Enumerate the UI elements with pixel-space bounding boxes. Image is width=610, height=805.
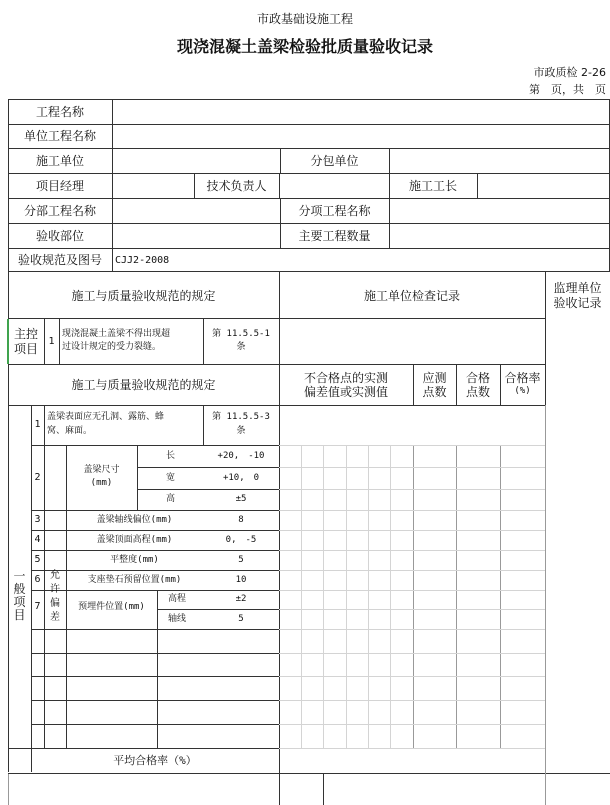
main-quantity-label: 主要工程数量 bbox=[298, 229, 371, 243]
main-item-no: 1 bbox=[48, 336, 55, 347]
subcontractor-field[interactable] bbox=[390, 149, 608, 172]
division-label: 分部工程名称 bbox=[23, 204, 96, 218]
standard-value: CJJ2-2008 bbox=[115, 255, 170, 266]
row7-sub2-label: 轴线 bbox=[168, 614, 187, 624]
row1-no: 1 bbox=[34, 419, 41, 430]
general-label-2: 般 bbox=[13, 582, 26, 596]
row2-sub1-value: +20, -10 bbox=[217, 451, 265, 461]
project-manager-field[interactable] bbox=[113, 174, 193, 197]
row2-sub3-label: 高 bbox=[166, 494, 176, 504]
tech-lead-label: 技术负责人 bbox=[206, 179, 267, 193]
inspection-part-field[interactable] bbox=[113, 224, 279, 247]
allowed-label-2: 许 bbox=[50, 584, 60, 595]
supervisor-header-line2: 验收记录 bbox=[553, 296, 602, 310]
nonconform-header-line1: 不合格点的实测 bbox=[303, 371, 388, 385]
row6-name: 支座垫石预留位置(mm) bbox=[87, 575, 182, 585]
row2-sub2-value: +10, 0 bbox=[222, 473, 260, 483]
general-label-4: 目 bbox=[13, 608, 26, 622]
project-name-field[interactable] bbox=[113, 100, 608, 123]
row1-text-line2: 窝、麻面。 bbox=[47, 426, 93, 436]
row4-name: 盖梁顶面高程(mm) bbox=[96, 535, 173, 545]
inspection-part-label: 验收部位 bbox=[35, 229, 84, 243]
allowed-label-3: 偏 bbox=[50, 598, 60, 609]
page-info: 第 页，共 页 bbox=[529, 83, 606, 96]
row2-name-line2: (mm) bbox=[90, 478, 113, 488]
supervisor-record-area[interactable] bbox=[546, 406, 609, 804]
subitem-label: 分项工程名称 bbox=[298, 204, 371, 218]
average-pass-rate-field[interactable] bbox=[280, 749, 544, 772]
general-label-3: 项 bbox=[13, 595, 26, 609]
supervisor-header-line1: 监理单位 bbox=[553, 281, 602, 295]
row3-no: 3 bbox=[34, 514, 41, 525]
form-code: 市政质检 2-26 bbox=[533, 66, 606, 79]
subcontractor-label: 分包单位 bbox=[310, 154, 359, 168]
tech-lead-field[interactable] bbox=[280, 174, 388, 197]
row4-value: 0, -5 bbox=[225, 535, 257, 545]
row7-no: 7 bbox=[34, 601, 41, 612]
row2-name-line1: 盖梁尺寸 bbox=[83, 465, 120, 475]
main-quantity-field[interactable] bbox=[390, 224, 608, 247]
standard-label: 验收规范及图号 bbox=[17, 253, 102, 267]
main-control-label-line1: 主控 bbox=[13, 327, 38, 341]
qualified-count-header-line2: 点数 bbox=[465, 385, 490, 399]
spec-header: 施工与质量验收规范的规定 bbox=[71, 289, 216, 303]
row5-name: 平整度(mm) bbox=[110, 555, 159, 565]
main-control-label-line2: 项目 bbox=[13, 342, 38, 356]
main-item-text-line2: 过设计规定的受力裂缝。 bbox=[62, 342, 162, 352]
main-item-clause-line2: 条 bbox=[236, 342, 246, 352]
nonconform-header-line2: 偏差值或实测值 bbox=[303, 385, 388, 399]
division-field[interactable] bbox=[113, 199, 279, 222]
row3-name: 盖梁轴线偏位(mm) bbox=[96, 515, 173, 525]
should-count-header-line1: 应测 bbox=[422, 371, 447, 385]
main-item-clause-line1: 第 11.5.5-1 bbox=[212, 329, 270, 339]
general-check-record-area[interactable] bbox=[280, 406, 544, 747]
pass-rate-header-line2: (%) bbox=[514, 386, 531, 396]
subitem-field[interactable] bbox=[390, 199, 608, 222]
pass-rate-header-line1: 合格率 bbox=[504, 371, 541, 385]
row2-sub1-label: 长 bbox=[166, 451, 176, 461]
contractor-field[interactable] bbox=[113, 149, 279, 172]
row5-no: 5 bbox=[34, 554, 41, 565]
row2-sub2-label: 宽 bbox=[166, 473, 176, 483]
check-record-header: 施工单位检查记录 bbox=[363, 289, 460, 303]
org-name: 市政基础设施工程 bbox=[256, 12, 353, 26]
row3-value: 8 bbox=[238, 515, 244, 525]
page-title: 现浇混凝土盖梁检验批质量验收记录 bbox=[176, 37, 433, 56]
row7-name: 预埋件位置(mm) bbox=[78, 602, 145, 612]
general-spec-header: 施工与质量验收规范的规定 bbox=[71, 378, 216, 392]
allowed-label-1: 允 bbox=[50, 570, 60, 581]
row1-clause-line1: 第 11.5.5-3 bbox=[212, 412, 270, 422]
foreman-field[interactable] bbox=[478, 174, 608, 197]
row1-clause-line2: 条 bbox=[236, 426, 246, 436]
row2-sub3-value: ±5 bbox=[235, 494, 247, 504]
average-pass-rate-label: 平均合格率（%） bbox=[113, 754, 197, 767]
row7-sub1-label: 高程 bbox=[168, 594, 187, 604]
foreman-label: 施工工长 bbox=[408, 179, 457, 193]
row5-value: 5 bbox=[238, 555, 244, 565]
qualified-count-header-line1: 合格 bbox=[465, 371, 490, 385]
general-label-1: 一 bbox=[13, 569, 26, 583]
unit-project-field[interactable] bbox=[113, 125, 608, 147]
should-count-header-line2: 点数 bbox=[422, 385, 447, 399]
row1-text-line1: 盖梁表面应无孔洞、露筋、蜂 bbox=[47, 412, 165, 422]
main-check-record-field[interactable] bbox=[280, 319, 544, 363]
contractor-label: 施工单位 bbox=[35, 154, 84, 168]
row4-no: 4 bbox=[34, 534, 41, 545]
allowed-label-4: 差 bbox=[50, 612, 60, 623]
row6-no: 6 bbox=[34, 574, 41, 585]
unit-project-label: 单位工程名称 bbox=[23, 129, 96, 143]
row7-sub1-value: ±2 bbox=[235, 594, 247, 604]
row2-no: 2 bbox=[34, 472, 41, 483]
project-manager-label: 项目经理 bbox=[35, 179, 84, 193]
project-name-label: 工程名称 bbox=[35, 105, 84, 119]
row6-value: 10 bbox=[235, 575, 247, 585]
main-item-text-line1: 现浇混凝土盖梁不得出现超 bbox=[62, 329, 171, 339]
row7-sub2-value: 5 bbox=[238, 614, 244, 624]
